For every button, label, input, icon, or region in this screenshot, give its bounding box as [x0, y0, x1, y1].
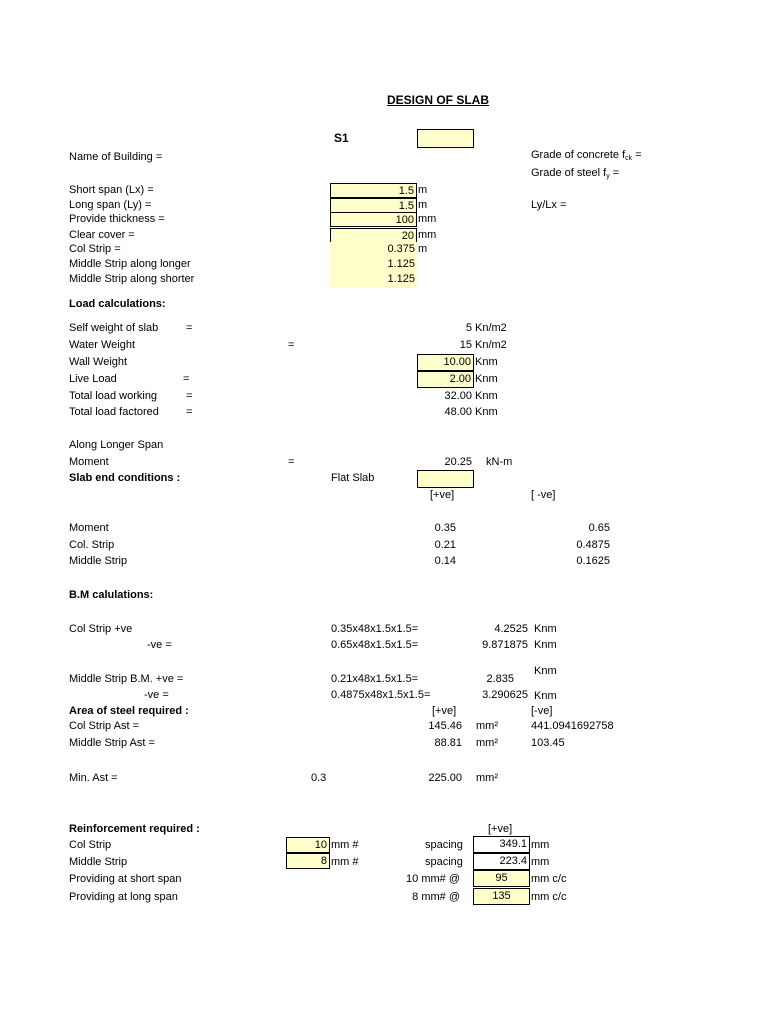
wall-weight-input[interactable]: 10.00 [417, 354, 474, 371]
equals-sign: = [186, 390, 193, 402]
mid-spacing-value: 223.4 [473, 853, 530, 870]
ast-heading: Area of steel required : [69, 705, 189, 717]
unit: Kn/m2 [475, 322, 507, 334]
bm-value: 4.2525 [494, 623, 528, 635]
bm-expression: 0.65x48x1.5x1.5= [331, 639, 419, 651]
dim-label: Short span (Lx) = [69, 184, 154, 196]
min-ast-factor: 0.3 [311, 772, 327, 784]
bm-label: Middle Strip B.M. +ve = [69, 673, 184, 685]
equals-sign: = [186, 322, 193, 334]
pos-header: [+ve] [488, 823, 513, 835]
unit: kN-m [486, 456, 513, 468]
unit: mm # [331, 856, 359, 868]
bm-label: -ve = [147, 639, 172, 651]
live-load-input[interactable]: 2.00 [417, 371, 474, 388]
coef-neg: 0.4875 [576, 539, 610, 551]
long-span-bar: 8 mm# @ [412, 891, 460, 903]
ast-col-pos: 145.46 [428, 720, 462, 732]
unit: mm c/c [531, 873, 567, 885]
col-dia-input[interactable]: 10 [286, 837, 330, 853]
unit: mm c/c [531, 891, 567, 903]
coef-pos: 0.14 [434, 555, 456, 567]
slab-end-value: Flat Slab [331, 472, 375, 484]
dim-label: Clear cover = [69, 229, 135, 241]
equals-sign: = [183, 373, 190, 385]
bm-value: 2.835 [486, 673, 514, 685]
load-heading: Load calculations: [69, 298, 166, 310]
equals-sign: = [288, 456, 295, 468]
self-weight-label: Self weight of slab [69, 322, 159, 334]
coef-label: Col. Strip [69, 539, 115, 551]
total-working-label: Total load working [69, 390, 158, 402]
slab-id: S1 [334, 131, 349, 145]
dim-label: Provide thickness = [69, 213, 165, 225]
middle-strip-longer-value: 1.125 [330, 257, 417, 272]
coef-pos: 0.35 [434, 522, 456, 534]
unit: Knm [534, 665, 557, 677]
coef-neg: 0.65 [588, 522, 610, 534]
unit: mm² [476, 720, 498, 732]
short-span-provide-label: Providing at short span [69, 873, 182, 885]
equals-sign: = [186, 406, 193, 418]
unit: mm² [476, 772, 498, 784]
dim-label: Middle Strip along longer [69, 258, 191, 270]
moment-label: Moment [69, 456, 109, 468]
unit: Knm [475, 373, 498, 385]
water-weight-value: 15 [459, 339, 472, 351]
bm-expression: 0.35x48x1.5x1.5= [331, 623, 419, 635]
dim-label: Col Strip = [69, 243, 121, 255]
page-title: DESIGN OF SLAB [387, 93, 490, 107]
dim-label: Long span (Ly) = [69, 199, 152, 211]
ast-mid-label: Middle Strip Ast = [69, 737, 155, 749]
neg-header: [ -ve] [531, 489, 556, 501]
spacing-label: spacing [425, 856, 463, 868]
bm-label: -ve = [144, 689, 169, 701]
thickness-input[interactable]: 100 [330, 212, 417, 227]
dim-unit: mm [418, 213, 437, 225]
wall-weight-label: Wall Weight [69, 356, 128, 368]
ast-col-label: Col Strip Ast = [69, 720, 140, 732]
dim-unit: mm [418, 229, 437, 241]
reinf-heading: Reinforcement required : [69, 823, 200, 835]
ast-col-neg: 441.0941692758 [531, 720, 614, 732]
unit: mm # [331, 839, 359, 851]
span-heading: Along Longer Span [69, 439, 164, 451]
self-weight-value: 5 [465, 322, 472, 334]
unit: mm² [476, 737, 498, 749]
bm-value: 9.871875 [482, 639, 528, 651]
slab-end-label: Slab end conditions : [69, 472, 181, 484]
unit: Knm [475, 390, 498, 402]
coef-label: Moment [69, 522, 109, 534]
short-span-bar: 10 mm# @ [406, 873, 460, 885]
bm-label: Col Strip +ve [69, 623, 133, 635]
dim-unit: m [418, 184, 428, 196]
middle-strip-shorter-value: 1.125 [330, 272, 417, 288]
bm-expression: 0.21x48x1.5x1.5= [331, 673, 419, 685]
long-span-input[interactable]: 1.5 [330, 198, 417, 213]
spacing-label: spacing [425, 839, 463, 851]
building-label: Name of Building = [69, 151, 163, 163]
coef-pos: 0.21 [434, 539, 456, 551]
unit: Knm [534, 639, 557, 651]
ast-mid-neg: 103.45 [531, 737, 565, 749]
unit: Knm [475, 356, 498, 368]
long-span-spacing-input[interactable]: 135 [473, 888, 530, 905]
steel-grade-label: Grade of steel $f_y$ = [531, 167, 620, 180]
slab-end-input[interactable] [417, 470, 474, 488]
dim-unit: m [418, 243, 428, 255]
col-spacing-value: 349.1 [473, 836, 530, 853]
mid-dia-input[interactable]: 8 [286, 853, 330, 869]
moment-value: 20.25 [444, 456, 472, 468]
unit: mm [531, 839, 550, 851]
total-working-value: 32.00 [444, 390, 472, 402]
reinf-col-label: Col Strip [69, 839, 112, 851]
dim-unit: m [418, 199, 428, 211]
bm-expression: 0.4875x48x1.5x1.5= [331, 689, 431, 701]
long-span-provide-label: Providing at long span [69, 891, 178, 903]
unit: Kn/m2 [475, 339, 507, 351]
slab-name-input[interactable] [417, 129, 474, 148]
neg-header: [-ve] [531, 705, 553, 717]
ratio-label: Ly/Lx = [531, 199, 567, 211]
water-weight-label: Water Weight [69, 339, 136, 351]
pos-header: [+ve] [430, 489, 455, 501]
ast-mid-pos: 88.81 [434, 737, 462, 749]
min-ast-value: 225.00 [428, 772, 462, 784]
pos-header: [+ve] [432, 705, 457, 717]
coef-label: Middle Strip [69, 555, 128, 567]
unit: Knm [534, 690, 557, 702]
bm-value: 3.290625 [482, 689, 528, 701]
unit: Knm [475, 406, 498, 418]
clear-cover-input[interactable]: 20 [330, 228, 417, 243]
col-strip-value: 0.375 [330, 242, 417, 257]
min-ast-label: Min. Ast = [69, 772, 118, 784]
total-factored-label: Total load factored [69, 406, 159, 418]
coef-neg: 0.1625 [576, 555, 610, 567]
dim-label: Middle Strip along shorter [69, 273, 195, 285]
concrete-grade-label: Grade of concrete $f_{ck}$ = [531, 149, 642, 162]
equals-sign: = [288, 339, 295, 351]
unit: mm [531, 856, 550, 868]
bm-heading: B.M calulations: [69, 589, 154, 601]
live-load-label: Live Load [69, 373, 117, 385]
short-span-spacing-input[interactable]: 95 [473, 870, 530, 887]
short-span-input[interactable]: 1.5 [330, 183, 417, 198]
unit: Knm [534, 623, 557, 635]
total-factored-value: 48.00 [444, 406, 472, 418]
reinf-mid-label: Middle Strip [69, 856, 128, 868]
